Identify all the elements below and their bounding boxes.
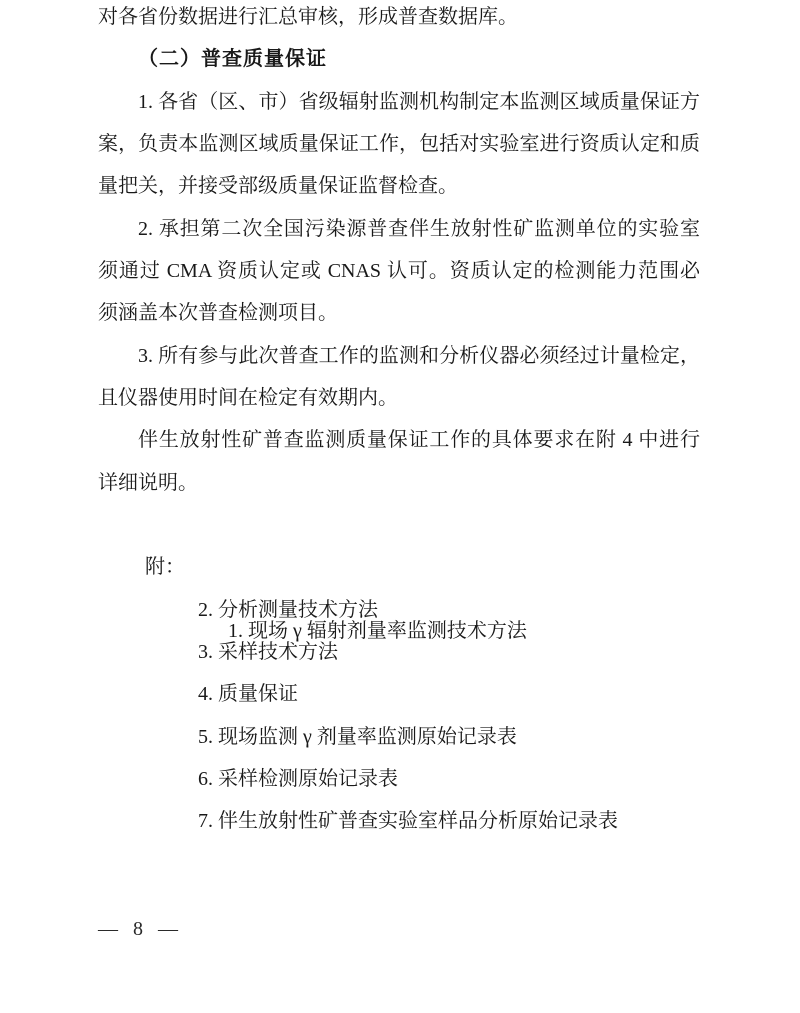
text-line: 1. 各省（区、市）省级辐射监测机构制定本监测区域质量保证方: [138, 90, 700, 113]
attachment-item: 5. 现场监测 γ 剂量率监测原始记录表: [198, 725, 517, 748]
text-line: 且仪器使用时间在检定有效期内。: [98, 386, 398, 409]
blank-line: [98, 509, 700, 551]
attachment-item: 3. 采样技术方法: [198, 640, 338, 663]
attachment-item: 4. 质量保证: [198, 683, 298, 706]
attachment-item: 6. 采样检测原始记录表: [198, 767, 398, 790]
attachment-label: 附：: [145, 556, 185, 579]
text-line: 须涵盖本次普查检测项目。: [98, 302, 338, 325]
document-body: [98, 1, 700, 848]
text-line: 对各省份数据进行汇总审核，形成普查数据库。: [98, 6, 518, 28]
text-line: 须通过 CMA 资质认定或 CNAS 认可。资质认定的检测能力范围必: [98, 259, 700, 282]
text-line: 2. 承担第二次全国污染源普查伴生放射性矿监测单位的实验室: [138, 217, 700, 240]
attachment-item: 2. 分析测量技术方法: [198, 598, 378, 621]
attachment-item: 7. 伴生放射性矿普查实验室样品分析原始记录表: [198, 810, 618, 833]
text-line: 量把关，并接受部级质量保证监督检查。: [98, 175, 458, 198]
page-number: — 8 —: [98, 918, 178, 940]
text-line: 3. 所有参与此次普查工作的监测和分析仪器必须经过计量检定，: [138, 344, 700, 367]
text-line: 伴生放射性矿普查监测质量保证工作的具体要求在附 4 中进行: [138, 429, 700, 452]
attachment-item: 1. 现场 γ 辐射剂量率监测技术方法: [228, 620, 527, 643]
text-line: 详细说明。: [98, 471, 198, 494]
section-heading: （二）普查质量保证: [138, 48, 327, 71]
text-line: 案，负责本监测区域质量保证工作，包括对实验室进行资质认定和质: [98, 132, 700, 155]
